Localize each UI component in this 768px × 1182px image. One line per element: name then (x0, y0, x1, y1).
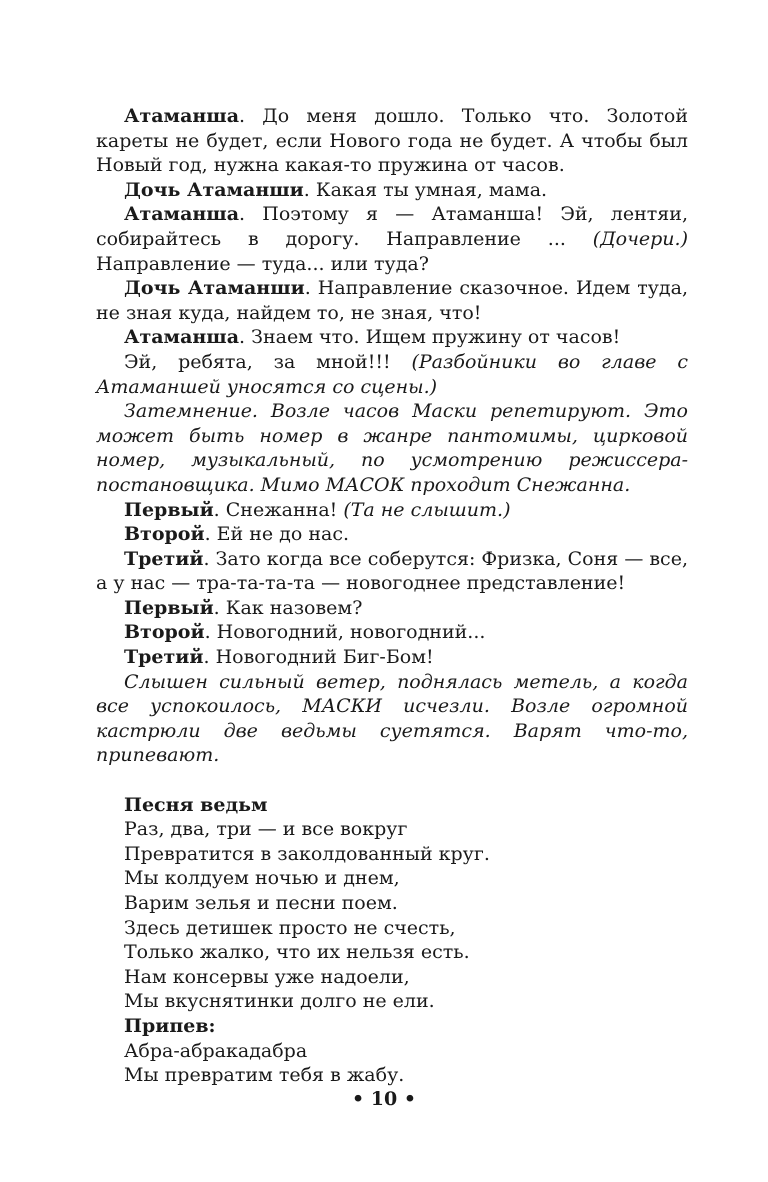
dialogue-continuation (96, 350, 688, 399)
dialogue-line: Атаманша. Поэтому я — Атаманша! Эй, лентяи, собирайтесь в дорогу. Направление ... (Дочери.) Направление — туда... или туда? (96, 203, 688, 275)
page-body (96, 104, 688, 1088)
dialogue-text: Знаем что. Ищем пружину от часов! (251, 326, 621, 349)
inline-stage-direction: (Дочери.) (592, 227, 688, 250)
song-line: Здесь детишек просто не счесть, (124, 916, 456, 939)
refrain-label: Припев: (124, 1014, 216, 1037)
dialogue-line: Дочь Атаманши. Направление сказочное. Идем туда, не зная куда, найдем то, не зная, что! (96, 277, 688, 324)
song-line: Мы колдуем ночью и днем, (124, 867, 400, 890)
song-line: Раз, два, три — и все вокруг (124, 818, 408, 841)
dialogue-line: Первый. Как назовем? (124, 596, 363, 619)
dialogue-text: Ей не до нас. (216, 523, 350, 546)
dialogue-line: Третий. Новогодний Биг-Бом! (124, 646, 434, 669)
speaker-name: Атаманша (124, 326, 240, 349)
dialogue-text: До меня дошло. Только что. Золотой кареты не будет, если Нового года не будет. А чтобы был Новый год, нужна какая-то пружина от часов. (96, 105, 688, 177)
speaker-name: Дочь Атаманши (124, 178, 304, 201)
song-line: Варим зелья и песни поем. (124, 892, 398, 914)
song-line: Превратится в заколдованный круг. (124, 842, 490, 865)
speaker-name: Атаманша (124, 105, 240, 127)
dialogue-line: Второй. Новогодний, новогодний... (124, 621, 486, 644)
stage-direction: Слышен сильный ветер, поднялась метель, а когда все успокоилось, МАСКИ исчезли. Возле огромной кастрюли две ведьмы суетятся. Варят что-то, припевают. (96, 670, 688, 767)
dialogue-text: Эй, ребята, за мной!!! (124, 350, 412, 373)
page-number: • 10 • (352, 1088, 416, 1110)
dialogue-text: Новогодний, новогодний... (216, 621, 486, 644)
speaker-name: Второй (124, 523, 205, 546)
refrain-line: Мы превратим тебя в жабу. (124, 1064, 405, 1087)
speaker-name: Дочь Атаманши (124, 277, 305, 300)
dialogue-text: Поэтому я — Атаманша! Эй, лентяи, собирайтесь в дорогу. Направление ... (96, 203, 688, 250)
song-title: Песня ведьм (124, 793, 268, 816)
dialogue-line: Первый. Снежанна! (Та не слышит.) (124, 498, 511, 521)
dialogue-line: Третий. Зато когда все соберутся: Фризка, Соня — все, а у нас — тра-та-та-та — новогоднее представление! (96, 547, 688, 595)
speaker-name: Первый (124, 596, 214, 619)
song-line: Мы вкуснятинки долго не ели. (124, 990, 435, 1013)
dialogue-line: Второй. Ей не до нас. (124, 523, 350, 546)
speaker-name: Третий (124, 547, 204, 570)
dialogue-text: Зато когда все соберутся: Фризка, Соня — все, а у нас — тра-та-та-та — новогоднее представление! (96, 547, 688, 595)
refrain-line: Абра-абракадабра (124, 1039, 308, 1062)
speaker-name: Атаманша (124, 203, 240, 226)
speaker-name: Второй (124, 621, 205, 644)
inline-stage-direction: (Та не слышит.) (343, 498, 511, 521)
dialogue-text: Какая ты умная, мама. (315, 178, 548, 201)
song-line: Нам консервы уже надоели, (124, 965, 410, 988)
song-block (96, 793, 688, 1088)
dialogue-line: Атаманша. Знаем что. Ищем пружину от часов! (124, 326, 621, 349)
speaker-name: Первый (124, 498, 214, 521)
dialogue-text: Как назовем? (225, 596, 363, 619)
dialogue-line: Дочь Атаманши. Какая ты умная, мама. (124, 178, 548, 201)
blank-line (96, 768, 688, 793)
dialogue-text: Направление — туда... или туда? (96, 252, 429, 275)
dialogue-text: Новогодний Биг-Бом! (215, 646, 434, 669)
dialogue-text: Направление сказочное. Идем туда, не зная куда, найдем то, не зная, что! (96, 277, 688, 324)
dialogue-text: Снежанна! (225, 498, 344, 521)
speaker-name: Третий (124, 646, 204, 669)
stage-direction: Затемнение. Возле часов Маски репетируют. Это может быть номер в жанре пантомимы, цирковой номер, музыкальный, по усмотрению режиссера-постановщика. Мимо МАСОК проходит Снежанна. (96, 400, 688, 496)
inline-stage-direction: (Разбойники во главе с Атаманшей уносятся со сцены.) (96, 350, 688, 398)
song-line: Только жалко, что их нельзя есть. (124, 941, 470, 964)
dialogue-line: Атаманша. До меня дошло. Только что. Золотой кареты не будет, если Нового года не будет. А чтобы был Новый год, нужна какая-то пружина от часов. (96, 105, 688, 177)
